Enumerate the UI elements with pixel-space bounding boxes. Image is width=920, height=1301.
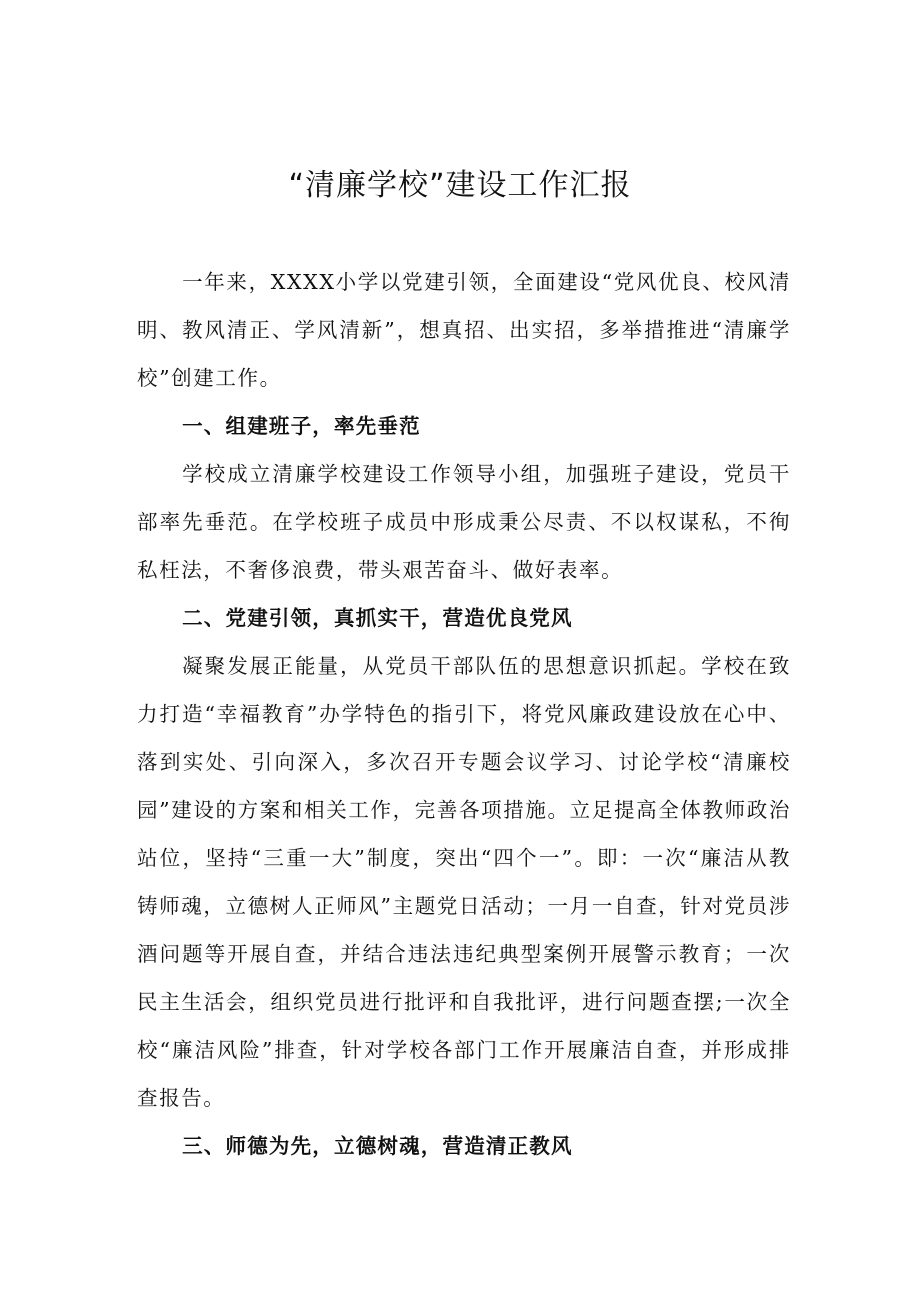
section-2-paragraph: 凝聚发展正能量，从党员干部队伍的思想意识抓起。学校在致力打造“幸福教育”办学特色的指引下，将党风廉政建设放在心中、落到实处、引向深入，多次召开专题会议学习、讨论学校“清廉校园”建设的方案和相关工作，完善各项措施。立足提高全体教师政治站位，坚持“三重一大”制度，突出“四个一”。即：一次“廉洁从教铸师魂，立德树人正师风”主题党日活动；一月一自查，针对党员涉酒问题等开展自查，并结合违法违纪典型案例开展警示教育；一次民主生活会，组织党员进行批评和自我批评，进行问题查摆;一次全校“廉洁风险”排查，针对学校各部门工作开展廉洁自查，并形成排查报告。 [137,654,791,1110]
section-1-paragraph: 学校成立清廉学校建设工作领导小组，加强班子建设，党员干部率先垂范。在学校班子成员中形成秉公尽责、不以权谋私，不徇私枉法，不奢侈浪费，带头艰苦奋斗、做好表率。 [137,462,791,582]
intro-paragraph: 一年来，XXXX小学以党建引领，全面建设“党风优良、校风清明、教风清正、学风清新”，想真招、出实招，多举措推进“清廉学校”创建工作。 [137,270,791,390]
document-title: “清廉学校”建设工作汇报 [288,168,632,203]
section-3-heading: 三、师德为先，立德树魂，营造清正教风 [182,1134,573,1158]
document-body [137,258,791,1170]
section-2-heading: 二、党建引领，真抓实干，营造优良党风 [182,606,573,630]
section-1-heading: 一、组建班子，率先垂范 [182,414,421,438]
